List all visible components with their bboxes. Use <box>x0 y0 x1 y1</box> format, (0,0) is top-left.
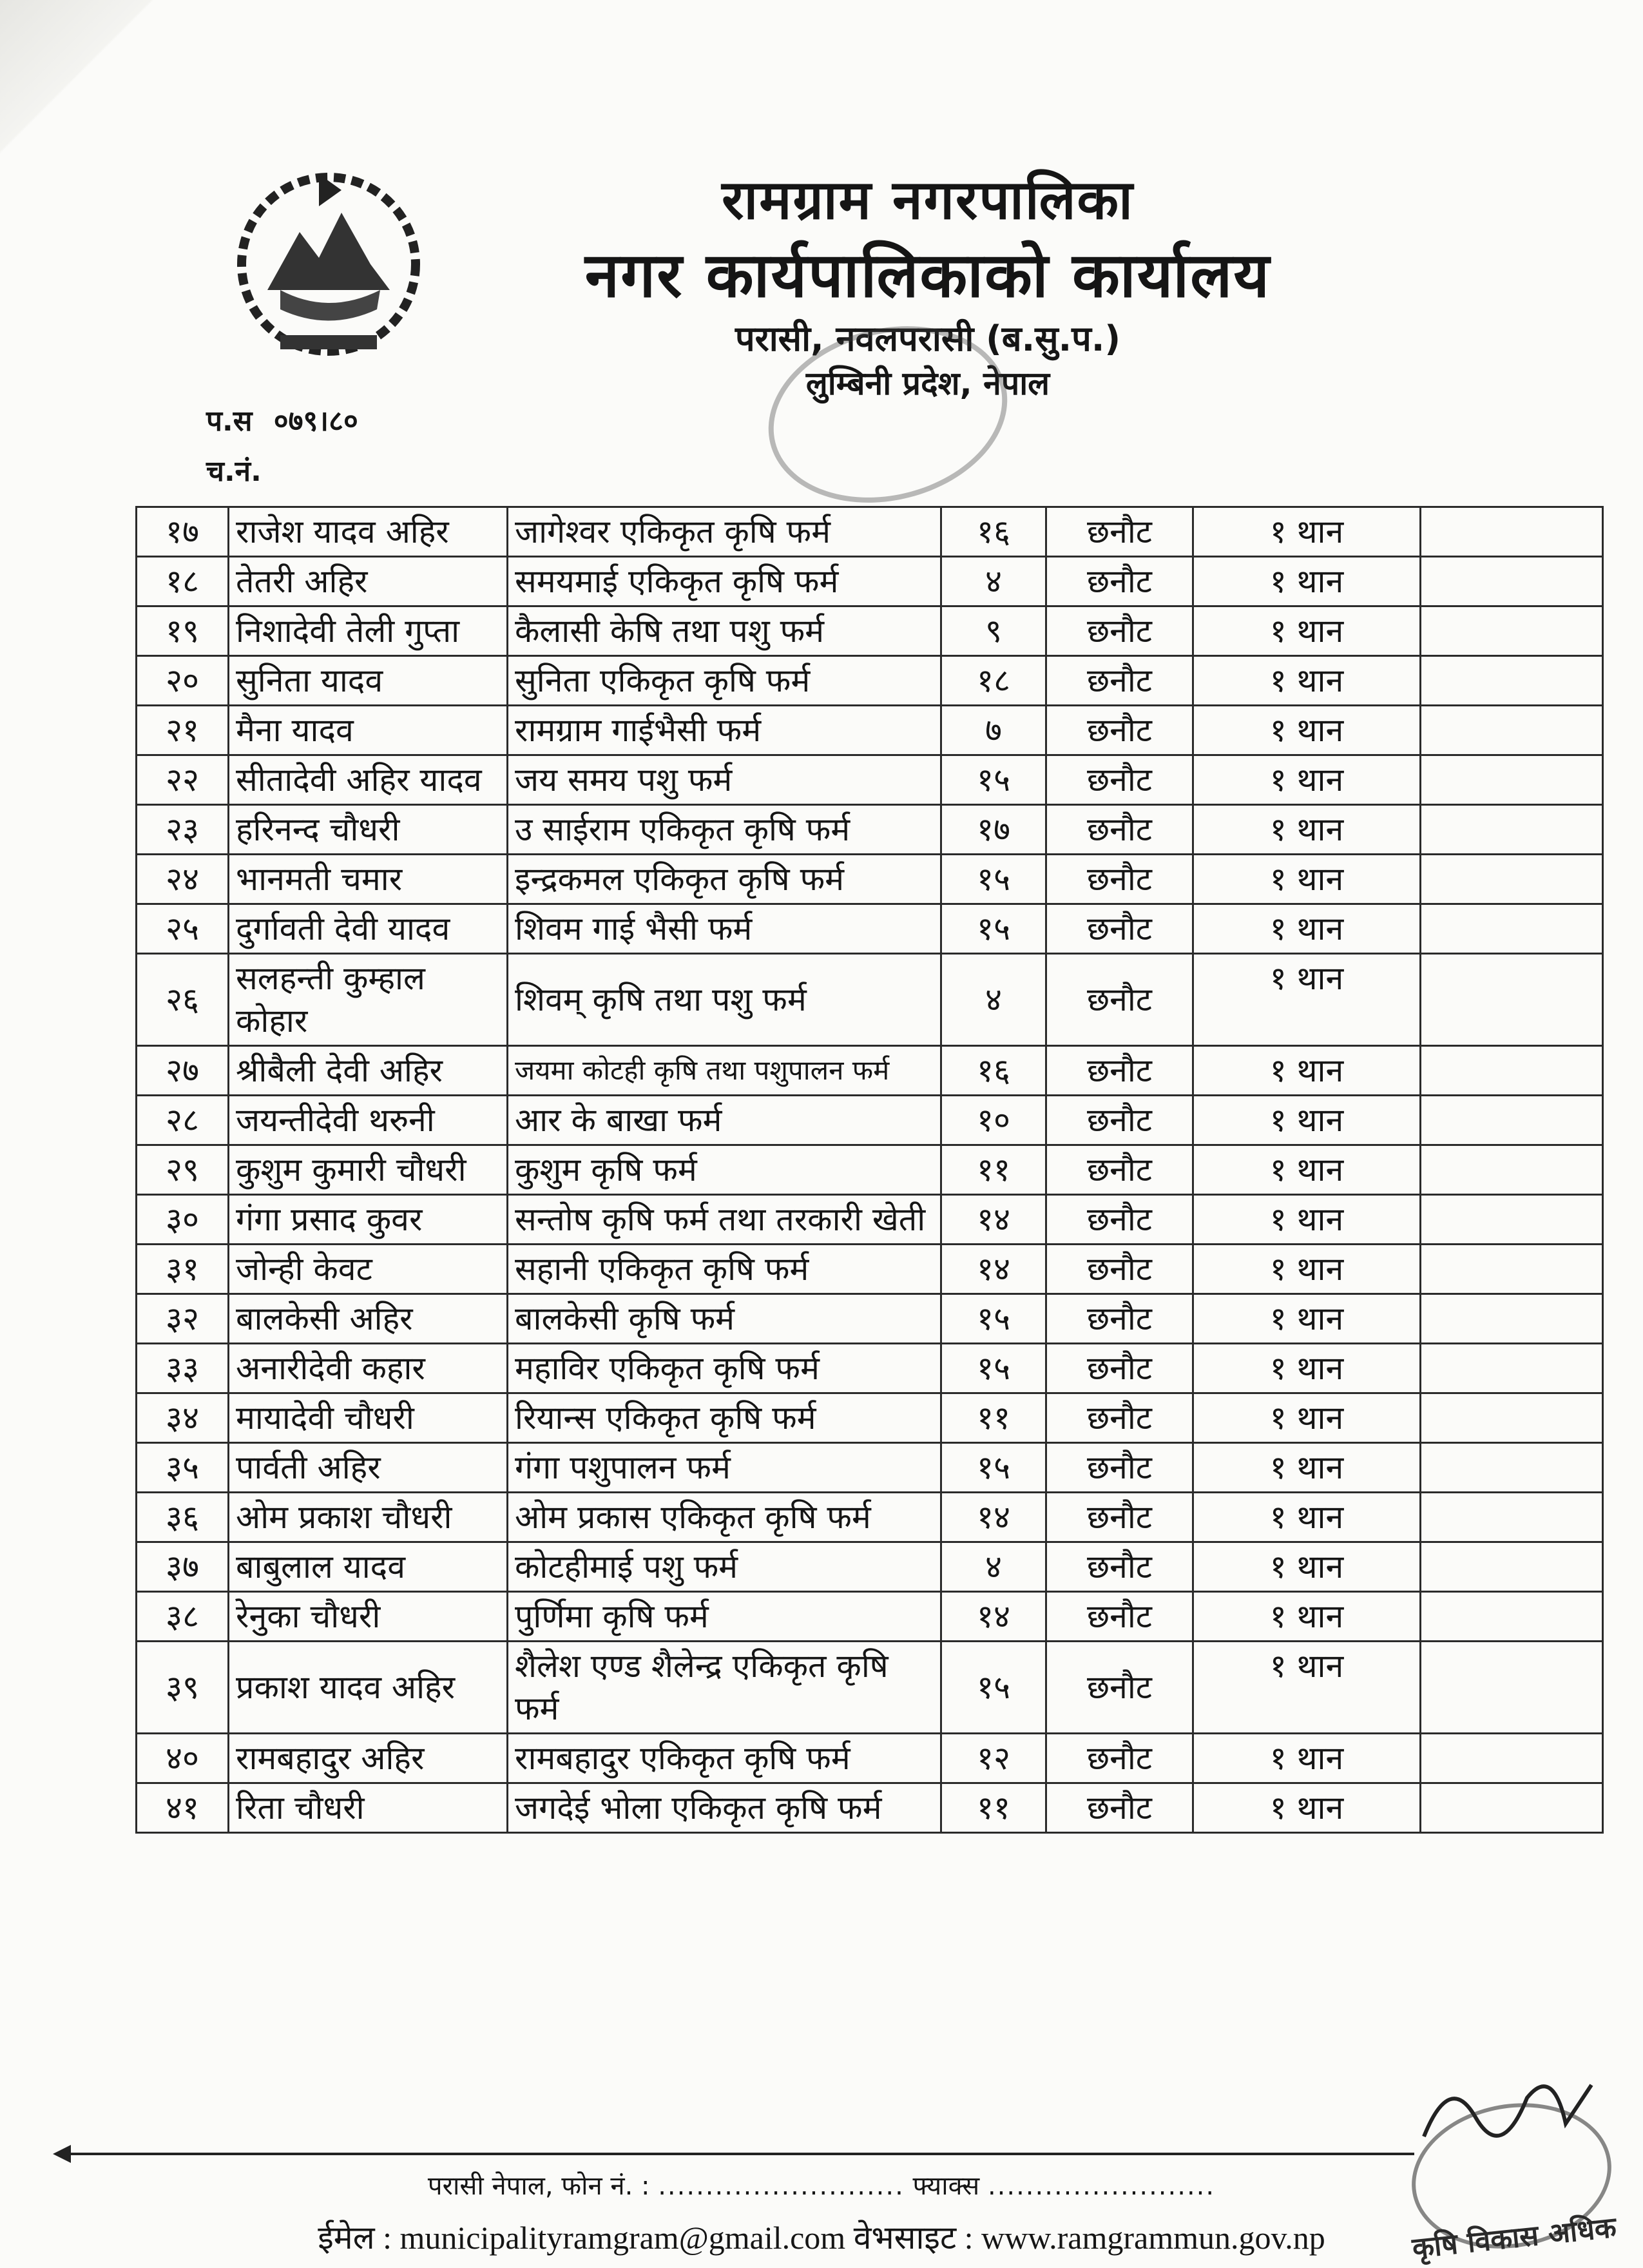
farm-cell: सुनिता एकिकृत कृषि फर्म <box>508 656 941 706</box>
remark-cell <box>1421 1592 1603 1642</box>
quantity-cell: १ थान <box>1193 557 1421 606</box>
status-cell: छनौट <box>1046 1245 1193 1294</box>
name-cell: सीतादेवी अहिर यादव <box>229 755 508 805</box>
status-cell: छनौट <box>1046 1592 1193 1642</box>
table-row <box>137 507 1603 557</box>
status-cell: छनौट <box>1046 904 1193 954</box>
farm-cell: सन्तोष कृषि फर्म तथा तरकारी खेती <box>508 1195 941 1245</box>
serial-cell: २३ <box>137 805 229 855</box>
serial-cell: २२ <box>137 755 229 805</box>
number-cell: ४ <box>941 1542 1046 1592</box>
footer-email-label: ईमेल : <box>318 2220 392 2256</box>
number-cell: १६ <box>941 1046 1046 1096</box>
name-cell: कुशुम कुमारी चौधरी <box>229 1145 508 1195</box>
beneficiary-table-body <box>137 507 1603 1833</box>
name-cell: श्रीबैली देवी अहिर <box>229 1046 508 1096</box>
name-cell: बाबुलाल यादव <box>229 1542 508 1592</box>
quantity-cell: १ थान <box>1193 1245 1421 1294</box>
quantity-cell: १ थान <box>1193 755 1421 805</box>
status-cell: छनौट <box>1046 1046 1193 1096</box>
name-cell: मैना यादव <box>229 706 508 755</box>
quantity-cell: १ थान <box>1193 1642 1421 1734</box>
quantity-cell: १ थान <box>1193 1542 1421 1592</box>
status-cell: छनौट <box>1046 606 1193 656</box>
quantity-cell: १ थान <box>1193 1443 1421 1493</box>
serial-cell: ३२ <box>137 1294 229 1344</box>
farm-cell: बालकेसी कृषि फर्म <box>508 1294 941 1344</box>
remark-cell <box>1421 1783 1603 1833</box>
office-name: नगर कार्यपालिकाको कार्यालय <box>584 239 1271 311</box>
footer-location-phone: परासी नेपाल, फोन नं. : <box>427 2171 650 2201</box>
farm-cell: उ साईराम एकिकृत कृषि फर्म <box>508 805 941 855</box>
serial-cell: ३५ <box>137 1443 229 1493</box>
name-cell: अनारीदेवी कहार <box>229 1344 508 1393</box>
table-row <box>137 1642 1603 1734</box>
status-cell: छनौट <box>1046 755 1193 805</box>
serial-cell: २१ <box>137 706 229 755</box>
quantity-cell: १ थान <box>1193 1783 1421 1833</box>
beneficiary-table <box>135 506 1604 1834</box>
table-row <box>137 1443 1603 1493</box>
remark-cell <box>1421 1145 1603 1195</box>
status-cell: छनौट <box>1046 1783 1193 1833</box>
number-cell: १४ <box>941 1493 1046 1542</box>
farm-cell: जयमा कोटही कृषि तथा पशुपालन फर्म <box>508 1046 941 1096</box>
table-row <box>137 1096 1603 1145</box>
remark-cell <box>1421 954 1603 1046</box>
quantity-cell: १ थान <box>1193 1344 1421 1393</box>
remark-cell <box>1421 904 1603 954</box>
quantity-cell: १ थान <box>1193 1294 1421 1344</box>
table-row <box>137 1195 1603 1245</box>
table-row <box>137 606 1603 656</box>
serial-cell: १८ <box>137 557 229 606</box>
remark-cell <box>1421 1542 1603 1592</box>
stamp-text: कृषि विकास अधिक <box>1410 2211 1619 2265</box>
quantity-cell: १ थान <box>1193 1145 1421 1195</box>
number-cell: ११ <box>941 1145 1046 1195</box>
serial-cell: ३० <box>137 1195 229 1245</box>
reference-block <box>206 396 370 497</box>
status-cell: छनौट <box>1046 1393 1193 1443</box>
remark-cell <box>1421 1734 1603 1783</box>
remark-cell <box>1421 606 1603 656</box>
number-cell: १५ <box>941 1294 1046 1344</box>
serial-cell: २६ <box>137 954 229 1046</box>
ref-number-label: प.स <box>206 405 253 438</box>
remark-cell <box>1421 1294 1603 1344</box>
number-cell: १४ <box>941 1245 1046 1294</box>
serial-cell: ३१ <box>137 1245 229 1294</box>
quantity-cell: १ थान <box>1193 954 1421 1046</box>
table-row <box>137 1294 1603 1344</box>
remark-cell <box>1421 557 1603 606</box>
office-address: परासी, नवलपरासी (ब.सु.प.) <box>735 318 1121 359</box>
remark-cell <box>1421 805 1603 855</box>
farm-cell: महाविर एकिकृत कृषि फर्म <box>508 1344 941 1393</box>
remark-cell <box>1421 1344 1603 1393</box>
table-row <box>137 1245 1603 1294</box>
table-row <box>137 755 1603 805</box>
name-cell: सुनिता यादव <box>229 656 508 706</box>
status-cell: छनौट <box>1046 855 1193 904</box>
farm-cell: शैलेश एण्ड शैलेन्द्र एकिकृत कृषि फर्म <box>508 1642 941 1734</box>
status-cell: छनौट <box>1046 507 1193 557</box>
number-cell: ४ <box>941 557 1046 606</box>
number-cell: ९ <box>941 606 1046 656</box>
status-cell: छनौट <box>1046 1642 1193 1734</box>
serial-cell: १९ <box>137 606 229 656</box>
table-row <box>137 904 1603 954</box>
footer-fax-blank: ........................ <box>987 2171 1216 2201</box>
farm-cell: कुशुम कृषि फर्म <box>508 1145 941 1195</box>
name-cell: दुर्गावती देवी यादव <box>229 904 508 954</box>
farm-cell: शिवम् कृषि तथा पशु फर्म <box>508 954 941 1046</box>
dispatch-number-label: च.नं. <box>206 455 262 488</box>
number-cell: १५ <box>941 855 1046 904</box>
table-row <box>137 954 1603 1046</box>
footer-phone-blank: .......................... <box>658 2171 905 2201</box>
quantity-cell: १ थान <box>1193 1493 1421 1542</box>
quantity-cell: १ थान <box>1193 706 1421 755</box>
serial-cell: २० <box>137 656 229 706</box>
farm-cell: जागेश्वर एकिकृत कृषि फर्म <box>508 507 941 557</box>
number-cell: १० <box>941 1096 1046 1145</box>
remark-cell <box>1421 1642 1603 1734</box>
quantity-cell: १ थान <box>1193 1096 1421 1145</box>
farm-cell: जय समय पशु फर्म <box>508 755 941 805</box>
serial-cell: १७ <box>137 507 229 557</box>
farm-cell: ओम प्रकास एकिकृत कृषि फर्म <box>508 1493 941 1542</box>
status-cell: छनौट <box>1046 656 1193 706</box>
serial-cell: २५ <box>137 904 229 954</box>
name-cell: ओम प्रकाश चौधरी <box>229 1493 508 1542</box>
remark-cell <box>1421 1096 1603 1145</box>
remark-cell <box>1421 1046 1603 1096</box>
quantity-cell: १ थान <box>1193 606 1421 656</box>
remark-cell <box>1421 755 1603 805</box>
number-cell: ११ <box>941 1393 1046 1443</box>
name-cell: रिता चौधरी <box>229 1783 508 1833</box>
name-cell: पार्वती अहिर <box>229 1443 508 1493</box>
table-row <box>137 1783 1603 1833</box>
table-row <box>137 656 1603 706</box>
quantity-cell: १ थान <box>1193 656 1421 706</box>
serial-cell: ४० <box>137 1734 229 1783</box>
remark-cell <box>1421 1393 1603 1443</box>
serial-cell: ३३ <box>137 1344 229 1393</box>
remark-cell <box>1421 1443 1603 1493</box>
table-row <box>137 557 1603 606</box>
remark-cell <box>1421 706 1603 755</box>
number-cell: १५ <box>941 1642 1046 1734</box>
farm-cell: रामबहादुर एकिकृत कृषि फर्म <box>508 1734 941 1783</box>
status-cell: छनौट <box>1046 1294 1193 1344</box>
table-row <box>137 706 1603 755</box>
farm-cell: इन्द्रकमल एकिकृत कृषि फर्म <box>508 855 941 904</box>
farm-cell: आर के बाखा फर्म <box>508 1096 941 1145</box>
quantity-cell: १ थान <box>1193 805 1421 855</box>
serial-cell: ३८ <box>137 1592 229 1642</box>
number-cell: १५ <box>941 1443 1046 1493</box>
name-cell: मायादेवी चौधरी <box>229 1393 508 1443</box>
remark-cell <box>1421 1195 1603 1245</box>
footer-contact-line <box>0 2167 1643 2205</box>
remark-cell <box>1421 507 1603 557</box>
number-cell: १४ <box>941 1195 1046 1245</box>
table-row <box>137 1734 1603 1783</box>
status-cell: छनौट <box>1046 954 1193 1046</box>
name-cell: बालकेसी अहिर <box>229 1294 508 1344</box>
farm-cell: सहानी एकिकृत कृषि फर्म <box>508 1245 941 1294</box>
quantity-cell: १ थान <box>1193 1195 1421 1245</box>
quantity-cell: १ थान <box>1193 1393 1421 1443</box>
remark-cell <box>1421 656 1603 706</box>
status-cell: छनौट <box>1046 805 1193 855</box>
table-row <box>137 1592 1603 1642</box>
status-cell: छनौट <box>1046 1195 1193 1245</box>
remark-cell <box>1421 1245 1603 1294</box>
table-row <box>137 1145 1603 1195</box>
status-cell: छनौट <box>1046 706 1193 755</box>
farm-cell: जगदेई भोला एकिकृत कृषि फर्म <box>508 1783 941 1833</box>
ref-number-value: ०७९।८० <box>273 405 358 438</box>
name-cell: रामबहादुर अहिर <box>229 1734 508 1783</box>
number-cell: ४ <box>941 954 1046 1046</box>
name-cell: राजेश यादव अहिर <box>229 507 508 557</box>
farm-cell: शिवम गाई भैसी फर्म <box>508 904 941 954</box>
number-cell: ७ <box>941 706 1046 755</box>
farm-cell: समयमाई एकिकृत कृषि फर्म <box>508 557 941 606</box>
table-row <box>137 1393 1603 1443</box>
office-province: लुम्बिनी प्रदेश, नेपाल <box>805 365 1050 402</box>
name-cell: जयन्तीदेवी थरुनी <box>229 1096 508 1145</box>
number-cell: १६ <box>941 507 1046 557</box>
name-cell: सलहन्ती कुम्हाल कोहार <box>229 954 508 1046</box>
name-cell: भानमती चमार <box>229 855 508 904</box>
status-cell: छनौट <box>1046 1493 1193 1542</box>
name-cell: जोन्ही केवट <box>229 1245 508 1294</box>
serial-cell: २८ <box>137 1096 229 1145</box>
table-row <box>137 1344 1603 1393</box>
table-row <box>137 805 1603 855</box>
name-cell: निशादेवी तेली गुप्ता <box>229 606 508 656</box>
number-cell: १२ <box>941 1734 1046 1783</box>
footer-fax-label: फ्याक्स <box>912 2171 980 2201</box>
name-cell: तेतरी अहिर <box>229 557 508 606</box>
number-cell: १५ <box>941 1344 1046 1393</box>
name-cell: रेनुका चौधरी <box>229 1592 508 1642</box>
quantity-cell: १ थान <box>1193 904 1421 954</box>
status-cell: छनौट <box>1046 1344 1193 1393</box>
farm-cell: कैलासी केषि तथा पशु फर्म <box>508 606 941 656</box>
serial-cell: ३९ <box>137 1642 229 1734</box>
name-cell: प्रकाश यादव अहिर <box>229 1642 508 1734</box>
paper-corner-fold <box>0 0 168 168</box>
table-row <box>137 1542 1603 1592</box>
status-cell: छनौट <box>1046 1542 1193 1592</box>
footer-divider <box>61 2153 1414 2155</box>
quantity-cell: १ थान <box>1193 507 1421 557</box>
footer-web-line <box>0 2217 1643 2258</box>
footer-website[interactable]: www.ramgrammun.gov.np <box>981 2220 1325 2256</box>
farm-cell: पुर्णिमा कृषि फर्म <box>508 1592 941 1642</box>
status-cell: छनौट <box>1046 1734 1193 1783</box>
farm-cell: कोटहीमाई पशु फर्म <box>508 1542 941 1592</box>
footer-website-label: वेभसाइट : <box>853 2220 974 2256</box>
name-cell: गंगा प्रसाद कुवर <box>229 1195 508 1245</box>
number-cell: १७ <box>941 805 1046 855</box>
quantity-cell: १ थान <box>1193 855 1421 904</box>
status-cell: छनौट <box>1046 1145 1193 1195</box>
number-cell: १४ <box>941 1592 1046 1642</box>
number-cell: १५ <box>941 904 1046 954</box>
serial-cell: ३७ <box>137 1542 229 1592</box>
quantity-cell: १ थान <box>1193 1734 1421 1783</box>
serial-cell: २७ <box>137 1046 229 1096</box>
municipality-name: रामग्राम नगरपालिका <box>722 168 1134 231</box>
serial-cell: २४ <box>137 855 229 904</box>
status-cell: छनौट <box>1046 1443 1193 1493</box>
farm-cell: गंगा पशुपालन फर्म <box>508 1443 941 1493</box>
remark-cell <box>1421 1493 1603 1542</box>
number-cell: १८ <box>941 656 1046 706</box>
serial-cell: ४१ <box>137 1783 229 1833</box>
remark-cell <box>1421 855 1603 904</box>
table-row <box>137 1493 1603 1542</box>
number-cell: ११ <box>941 1783 1046 1833</box>
name-cell: हरिनन्द चौधरी <box>229 805 508 855</box>
quantity-cell: १ थान <box>1193 1592 1421 1642</box>
footer-email[interactable]: municipalityramgram@gmail.com <box>399 2220 846 2256</box>
farm-cell: रामग्राम गाईभैसी फर्म <box>508 706 941 755</box>
serial-cell: ३६ <box>137 1493 229 1542</box>
nepal-emblem-icon <box>222 161 435 361</box>
quantity-cell: १ थान <box>1193 1046 1421 1096</box>
serial-cell: ३४ <box>137 1393 229 1443</box>
serial-cell: २९ <box>137 1145 229 1195</box>
number-cell: १५ <box>941 755 1046 805</box>
table-row <box>137 1046 1603 1096</box>
status-cell: छनौट <box>1046 557 1193 606</box>
table-row <box>137 855 1603 904</box>
status-cell: छनौट <box>1046 1096 1193 1145</box>
farm-cell: रियान्स एकिकृत कृषि फर्म <box>508 1393 941 1443</box>
